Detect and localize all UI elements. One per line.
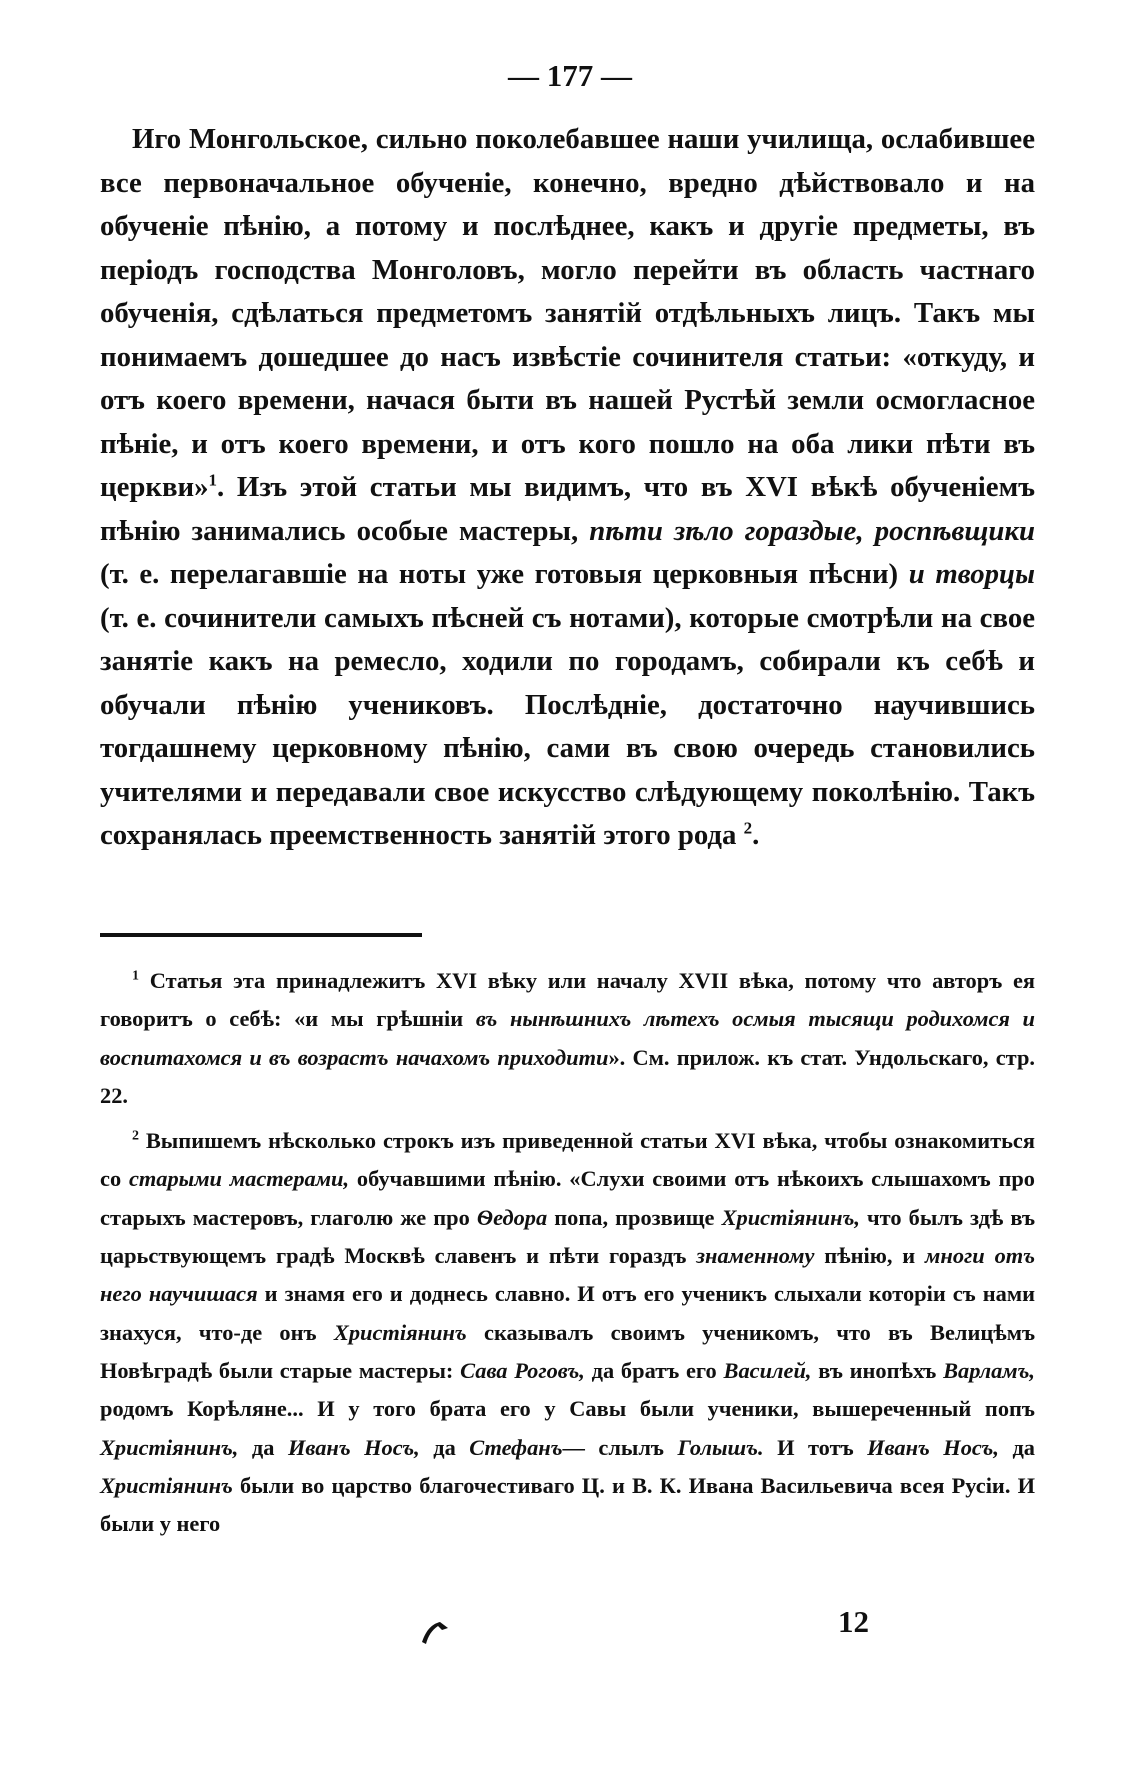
footnote-ref: 1 <box>208 470 218 490</box>
footnote-1: $^1$ Статья эта принадлежитъ XVI вѣку или началу XVII вѣка, потому что авторъ ея говоритъ о себѣ: «и мы грѣшніи въ нынѣшнихъ лѣтехъ осмыя тысящи родихомся и воспитахомся и въ возрастъ начахомъ приходити». См. прилож. къ стат. Ундольскаго, стр. 22. <box>100 968 1035 1108</box>
footnote-ref: 2 <box>743 818 753 838</box>
footnotes <box>100 962 1035 1550</box>
page-number: — 177 — <box>508 58 632 93</box>
footnote-2: $^2$ Выпишемъ нѣсколько строкъ изъ приведенной статьи XVI вѣка, чтобы ознакомиться со старыми мастерами, обучавшими пѣнію. «Слухи своими отъ нѣкоихъ слышахомъ про старыхъ мастеровъ, глаголю же про Ѳедора попа, прозвище Христіянинъ, что былъ здѣ въ царьствующемъ градѣ Москвѣ славенъ и пѣти гораздъ знаменному пѣнію, и многи отъ него научишася и знамя его и доднесь славно. И отъ его ученикъ слыхали которіи съ нами знахуся, что-де онъ Христіянинъ сказывалъ своимъ ученикомъ, что въ Велицѣмъ Новѣградѣ были старые мастеры: Сава Роговъ, да братъ его Василей, въ инопѣхъ Варламъ, родомъ Корѣляне... И у того брата его у Савы были ученики, вышереченный попъ Христіянинъ, да Иванъ Носъ, да Стефанъ— слылъ Голышъ. И тотъ Иванъ Носъ, да Христіянинъ были во царство благочестиваго Ц. и В. К. Ивана Васильевича всея Русіи. И были у него <box>100 1128 1036 1537</box>
printer-mark-icon <box>418 1608 458 1648</box>
main-text <box>100 118 1035 858</box>
paragraph: Иго Монгольское, сильно поколебавшее наши училища, ослабившее все первоначальное обученіе, конечно, вредно дѣйствовало и на обученіе пѣнію, а потому и послѣднее, какъ и другіе предметы, въ періодъ господства Монголовъ, могло перейти въ область частнаго обученія, сдѣлаться предметомъ занятій отдѣльныхъ лицъ. Такъ мы понимаемъ дошедшее до насъ извѣстіе сочинителя статьи: «откуду, и отъ коего времени, начася быти въ нашей Рустѣй земли осмогласное пѣніе, и отъ коего времени, и отъ кого пошло на оба лики пѣти въ церкви»$^1$. Изъ этой статьи мы видимъ, что въ XVI вѣкѣ обученіемъ пѣнію занимались особые мастеры, пѣти зѣло гораздые, роспѣвщики (т. е. перелагавшіе на ноты уже готовыя церковныя пѣсни) и творцы (т. е. сочинители самыхъ пѣсней съ нотами), которые смотрѣли на свое занятіе какъ на ремесло, ходили по городамъ, собирали къ себѣ и обучали пѣнію учениковъ. Послѣдніе, достаточно научившись тогдашнему церковному пѣнію, сами въ свою очередь становились учителями и передавали свое искусство слѣдующему поколѣнію. Такъ сохранялась преемственность занятій этого рода $^2$. <box>100 123 1036 851</box>
signature-number: 12 <box>838 1604 869 1639</box>
footnote-divider <box>100 933 422 937</box>
